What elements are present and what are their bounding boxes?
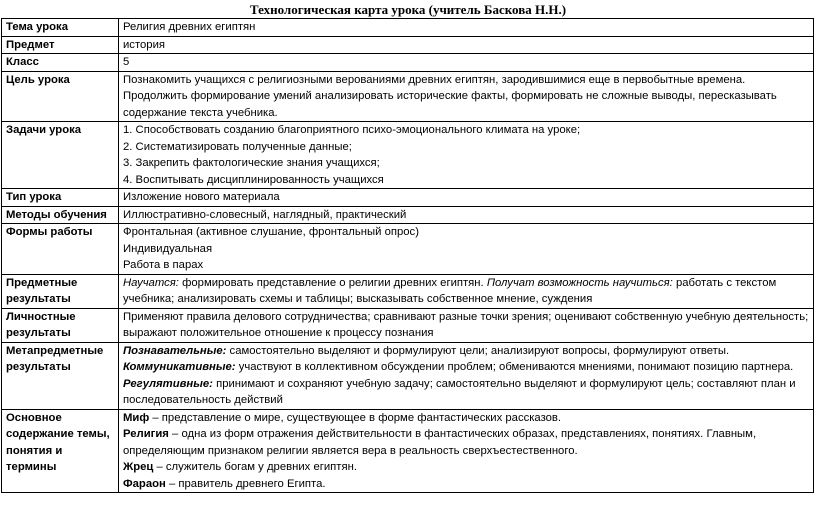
row-value (119, 122, 814, 189)
regulative-label: Регулятивные: (123, 377, 213, 390)
learn-label: Научатся: (123, 276, 179, 289)
row-label: Методы обучения (2, 206, 119, 224)
row-label: Предмет (2, 36, 119, 54)
regulative-item (123, 376, 809, 409)
row-value: Религия древних египтян (119, 19, 814, 37)
page-title: Технологическая карта урока (учитель Баскова Н.Н.) (249, 2, 567, 17)
row-value: Познакомить учащихся с религиозными верованиями древних египтян, зародившимися еще в первобытные времена. Продолжить формирование умений анализировать исторические факты, формировать не сложные выводы, пересказывать содержание текста учебника. (119, 71, 814, 122)
communicative-text: участвуют в коллективном обсуждении проблем; обмениваются мнениями, понимают позицию партнера. (235, 361, 794, 373)
regulative-text: принимают и сохраняют учебную задачу; самостоятельно выделяют и формулируют цель; составляют план и последовательность действий (123, 377, 796, 406)
table-row (2, 308, 814, 342)
chance-text: работать с текстом учебника; анализировать схемы и таблицы; высказывать собственное мнение, суждения (123, 276, 777, 305)
row-value (119, 274, 814, 308)
row-label: Метапредметные результаты (2, 342, 119, 409)
table-row (2, 19, 814, 37)
table-row (2, 206, 814, 224)
table-row (2, 224, 814, 275)
row-label: Основное содержание темы, понятия и термины (2, 409, 119, 493)
row-value: история (119, 36, 814, 54)
row-label: Задачи урока (2, 122, 119, 189)
row-value (119, 409, 814, 493)
term-definition: – представление о мире, существующее в форме фантастических рассказов. (149, 411, 562, 424)
row-label: Личностные результаты (2, 308, 119, 342)
table-row (2, 54, 814, 72)
term-definition: – служитель богам у древних египтян. (153, 461, 357, 473)
list-item: 4. Воспитывать дисциплинированность учащихся (123, 173, 384, 186)
lesson-map-table (1, 18, 814, 493)
row-value: Применяют правила делового сотрудничества; сравнивают разные точки зрения; оценивают собственную учебную деятельность; выражают положительное отношение к процессу познания (119, 308, 814, 342)
communicative-label: Коммуникативные: (123, 361, 236, 373)
term-name: Фараон (123, 477, 166, 490)
term-definition: – правитель древнего Египта. (165, 477, 326, 490)
cognitive-text: самостоятельно выделяют и формулируют цели; анализируют вопросы, формулируют ответы. (226, 344, 730, 357)
row-label: Предметные результаты (2, 274, 119, 308)
table-row (2, 409, 814, 493)
term-definition: – одна из форм отражения действительности в фантастических образах, представлениях, понятиях. Главным, определяющим признаком религии является вера в реальность сверхъестественного. (123, 428, 757, 457)
row-value (119, 342, 814, 409)
row-label: Формы работы (2, 224, 119, 275)
table-row (2, 342, 814, 409)
row-label: Класс (2, 54, 119, 72)
row-value: 5 (119, 54, 814, 72)
term-item (123, 476, 809, 493)
communicative-item (123, 359, 809, 376)
term-item (123, 426, 809, 459)
row-label: Тип урока (2, 189, 119, 207)
table-row (2, 71, 814, 122)
list-item: Индивидуальная (123, 242, 213, 255)
cognitive-item (123, 343, 809, 360)
table-row (2, 122, 814, 189)
cognitive-label: Познавательные: (123, 344, 227, 357)
term-item (123, 459, 809, 476)
table-row (2, 36, 814, 54)
row-value (119, 224, 814, 275)
term-name: Миф (123, 411, 150, 424)
learn-text: формировать представление о религии древних египтян. (178, 276, 487, 289)
list-item: 2. Систематизировать полученные данные; (123, 140, 352, 153)
table-row (2, 189, 814, 207)
chance-label: Получат возможность научиться: (486, 276, 673, 289)
row-value: Изложение нового материала (119, 189, 814, 207)
term-item (123, 410, 809, 427)
term-name: Религия (123, 428, 169, 440)
list-item: Фронтальная (активное слушание, фронтальный опрос) (123, 226, 419, 238)
list-item: Работа в парах (123, 259, 204, 271)
row-value: Иллюстративно-словесный, наглядный, практический (119, 206, 814, 224)
list-item: 1. Способствовать созданию благоприятного психо-эмоционального климата на уроке; (123, 124, 581, 136)
table-row (2, 274, 814, 308)
row-label: Тема урока (2, 19, 119, 37)
list-item: 3. Закрепить фактологические знания учащихся; (123, 157, 380, 169)
term-name: Жрец (123, 461, 154, 473)
row-label: Цель урока (2, 71, 119, 122)
